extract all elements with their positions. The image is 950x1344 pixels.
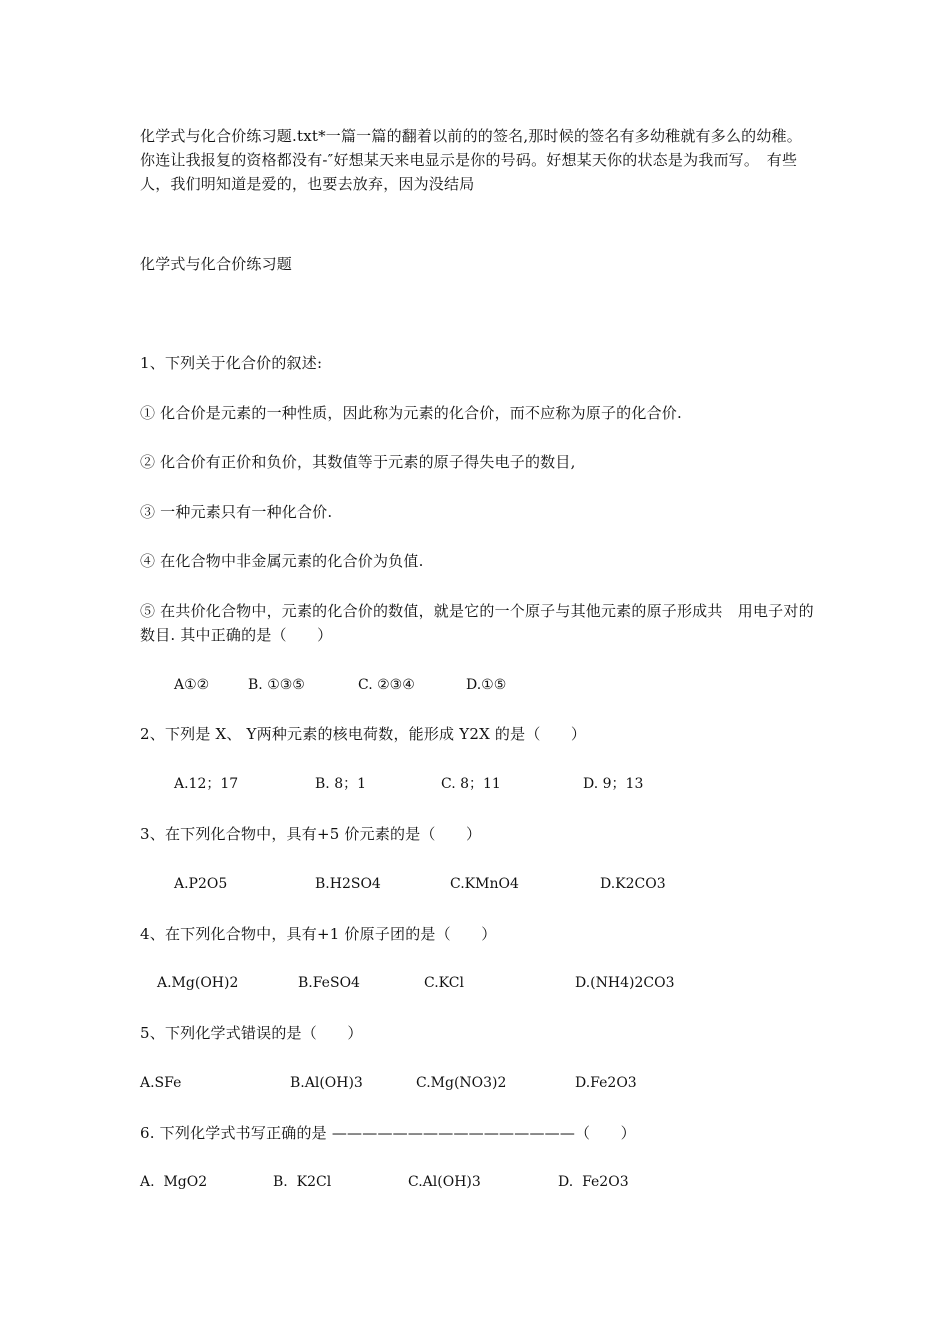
q1-statement-4: ④ 在化合物中非金属元素的化合价为负值.	[140, 552, 424, 570]
q6-option-b: B. K2Cl	[273, 1174, 332, 1190]
q6-option-d: D. Fe2O3	[558, 1174, 629, 1190]
q2-option-b: B. 8；1	[315, 776, 367, 792]
q4-option-a: A.Mg(OH)2	[157, 975, 239, 991]
q6-option-c: C.Al(OH)3	[408, 1174, 481, 1190]
q1-option-c: C. ②③④	[358, 677, 415, 693]
q1-option-d: D.①⑤	[466, 677, 507, 693]
q1-statement-1: ① 化合价是元素的一种性质，因此称为元素的化合价，而不应称为原子的化合价.	[140, 404, 682, 422]
q4-stem: 4、在下列化合物中，具有+1 价原子团的是（ ）	[140, 925, 497, 943]
q3-option-c: C.KMnO4	[450, 876, 519, 892]
q6-stem: 6. 下列化学式书写正确的是 ————————————————（ ）	[140, 1124, 636, 1142]
q6-option-a: A. MgO2	[140, 1174, 208, 1190]
q5-option-b: B.Al(OH)3	[290, 1075, 363, 1091]
q3-option-b: B.H2SO4	[315, 876, 381, 892]
q4-option-b: B.FeSO4	[298, 975, 360, 991]
q1-statement-2: ② 化合价有正价和负价，其数值等于元素的原子得失电子的数目,	[140, 453, 576, 471]
q2-option-d: D. 9；13	[583, 776, 644, 792]
q1-statement-5: ⑤ 在共价化合物中，元素的化合价的数值，就是它的一个原子与其他元素的原子形成共 用电子对的数目. 其中正确的是（ ）	[140, 602, 814, 644]
q2-option-c: C. 8；11	[441, 776, 501, 792]
intro-paragraph: 化学式与化合价练习题.txt*一篇一篇的翻着以前的的签名,那时候的签名有多幼稚就有多么的幼稚。你连让我报复的资格都没有-″好想某天来电显示是你的号码。好想某天你的状态是为我而写。 有些人，我们明知道是爱的，也要去放弃，因为没结局	[140, 127, 802, 193]
q1-statement-3: ③ 一种元素只有一种化合价.	[140, 503, 333, 521]
q4-option-c: C.KCl	[424, 975, 464, 991]
q3-option-d: D.K2CO3	[600, 876, 666, 892]
q3-option-a: A.P2O5	[174, 876, 228, 892]
q5-option-d: D.Fe2O3	[575, 1075, 637, 1091]
q5-option-a: A.SFe	[140, 1075, 182, 1091]
q4-option-d: D.(NH4)2CO3	[575, 975, 675, 991]
q5-option-c: C.Mg(NO3)2	[416, 1075, 507, 1091]
q2-option-a: A.12；17	[174, 776, 239, 792]
q1-stem: 1、下列关于化合价的叙述:	[140, 354, 323, 372]
q1-option-a: A①②	[174, 677, 210, 693]
q5-stem: 5、下列化学式错误的是（ ）	[140, 1024, 363, 1042]
q2-stem: 2、下列是 X、 Y两种元素的核电荷数，能形成 Y2X 的是（ ）	[140, 725, 587, 743]
document-title: 化学式与化合价练习题	[140, 255, 293, 273]
q3-stem: 3、在下列化合物中，具有+5 价元素的是（ ）	[140, 825, 482, 843]
q1-option-b: B. ①③⑤	[248, 677, 305, 693]
